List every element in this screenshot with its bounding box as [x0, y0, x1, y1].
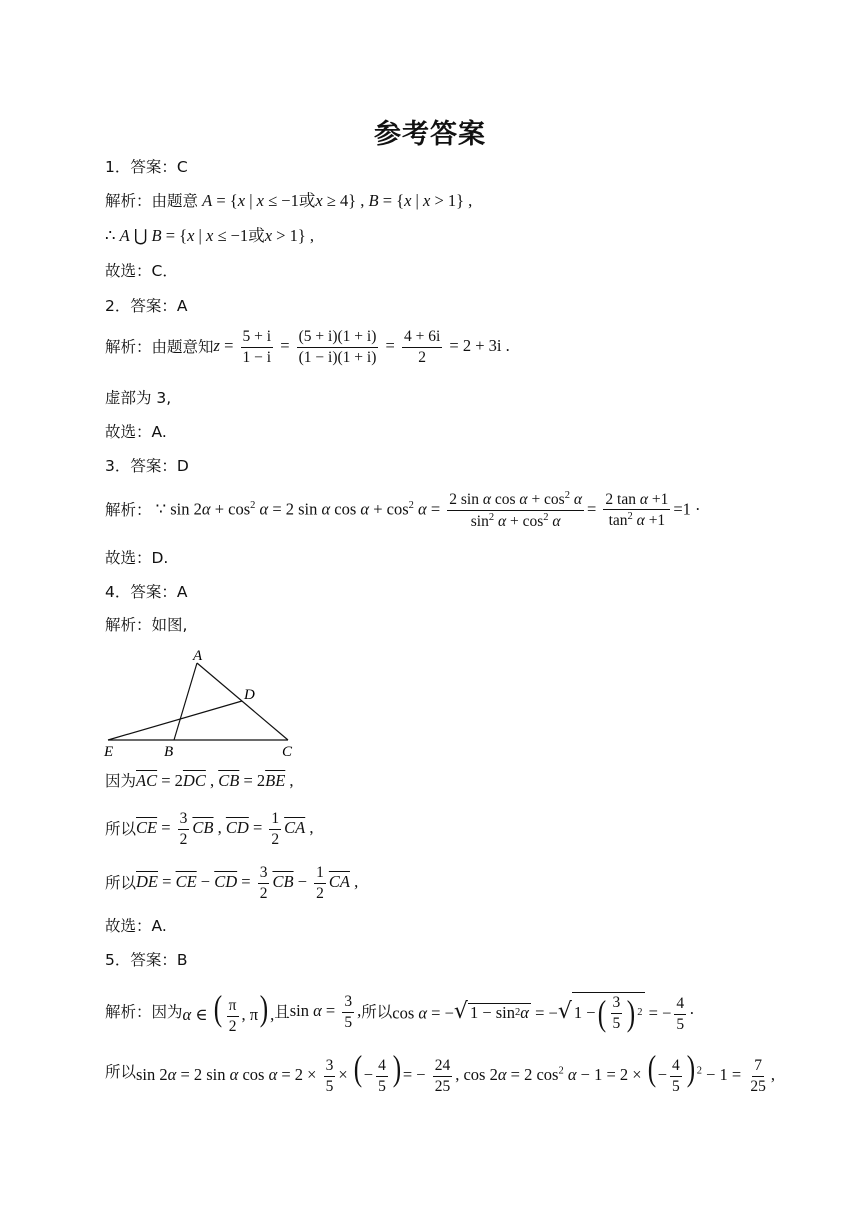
q4-so2-label: 所以	[105, 873, 137, 892]
q4-because-math: $\overline{AC} = 2\overline{DC}$ , $\overline{CB} = 2\overline{BE}$ ,	[136, 771, 294, 790]
q4-because	[105, 773, 294, 790]
triangle-figure	[100, 645, 310, 760]
q4-so1	[105, 810, 313, 849]
page-title: 参考答案	[374, 119, 486, 150]
q5-math1: α ∈ ( $\frac{\pi}{2}$ , π) ,	[182, 988, 275, 1035]
q5-answer: 5．答案：B	[105, 951, 188, 969]
q1-therefore: ∴	[105, 226, 116, 245]
q2-answer: 2．答案：A	[105, 297, 188, 315]
vertex-d-label: D	[244, 687, 255, 703]
q5-analysis-line1	[105, 990, 695, 1036]
q4-answer: 4．答案：A	[105, 583, 188, 601]
q2-imag: 虚部为 3,	[105, 389, 172, 407]
q5-analysis-line2	[105, 1050, 775, 1096]
vertex-e-label: E	[104, 744, 114, 760]
q2-analysis	[105, 328, 510, 367]
q3-label: 解析：	[105, 500, 152, 519]
q1-analysis-line1	[105, 193, 472, 210]
q1-conclusion: 故选：C．	[105, 262, 178, 280]
q5-because: 因为	[151, 1003, 183, 1022]
q4-label: 解析：如图,	[105, 616, 188, 634]
vertex-a-label: A	[193, 648, 203, 664]
q4-so1-math: $\overline{CE}$ = $\frac{3}{2}$ $\overline{CB}$ , $\overline{CD}$ = $\frac{1}{2}$ $\overline{CA}$ ,	[136, 810, 314, 848]
q2-label: 解析：	[105, 337, 152, 356]
q2-prefix: 由题意知	[151, 337, 214, 356]
q1-prefix: 由题意	[151, 191, 199, 210]
q3-math: ∵ $\sin 2\alpha + \cos^2 \alpha = 2$ sin α $\cos \alpha + \cos^2 \alpha$ = $\frac{2 \sin \alpha \cos \alpha + \cos^2 \alpha}{\sin^2 \alpha + \cos^2 \alpha}$ = $\frac{\text{2 tan α +1}}{\tan^2 \alpha +1}$ =1 ·	[151, 490, 701, 531]
q1-math1: A = {x | x ≤ −1或x ≥ 4} , B = {x | x > 1} ,	[202, 191, 473, 210]
vertex-b-label: B	[164, 744, 174, 760]
q1-answer: 1．答案：C	[105, 158, 188, 176]
q1-math2: A ⋃ B = {x | x ≤ −1或x > 1} ,	[119, 226, 314, 245]
q3-answer: 3．答案：D	[105, 457, 189, 475]
q4-so2	[105, 864, 358, 903]
vertex-c-label: C	[282, 744, 293, 760]
q5-math2: sin α = $\frac{3}{5}$ ,	[289, 993, 362, 1032]
q5-and: 且	[274, 1003, 290, 1022]
q3-analysis	[105, 490, 701, 531]
q3-conclusion: 故选：D.	[105, 549, 169, 567]
q5-label: 解析：	[105, 1003, 152, 1022]
q2-math: z = $\frac{5 + i}{1 - i}$ = $\frac{(5 + i)(1 + i)}{(1 - i)(1 + i)}$ = $\frac{4 + 6i}{2}$ = 2 + 3i .	[213, 328, 510, 366]
q4-so1-label: 所以	[105, 819, 137, 838]
q5-math3: cos α = − √ 1 − sin 2 α = − √ 1 − ( $\frac{3}{5}$ ) 2 = − $\frac{4}{5}$ ·	[392, 993, 695, 1034]
q5-so: 所以	[361, 1003, 393, 1022]
q4-so2-math: $\overline{DE} = \overline{CE} - \overline{CD}$ = $\frac{3}{2}$ $\overline{CB}$ − $\frac{1}{2}$ $\overline{CA}$ ,	[136, 864, 359, 902]
q1-analysis-line2	[105, 228, 314, 245]
q2-conclusion: 故选：A.	[105, 423, 167, 441]
q4-conclusion: 故选：A.	[105, 917, 167, 935]
q1-label: 解析：	[105, 191, 152, 210]
q4-because-label: 因为	[105, 771, 137, 790]
q5-math4: sin 2α = 2 sin α cos α = 2 × $\frac{3}{5}$ × ( − $\frac{4}{5}$ ) = − $\frac{24}{25}$ , cos 2α = 2 $\cos^2 \alpha - 1 = 2$ × ( − $\frac{4}{5}$ ) $^2$ − 1 = $\frac{7}{25}$ ,	[136, 1048, 775, 1095]
q5-so2: 所以	[105, 1063, 137, 1082]
